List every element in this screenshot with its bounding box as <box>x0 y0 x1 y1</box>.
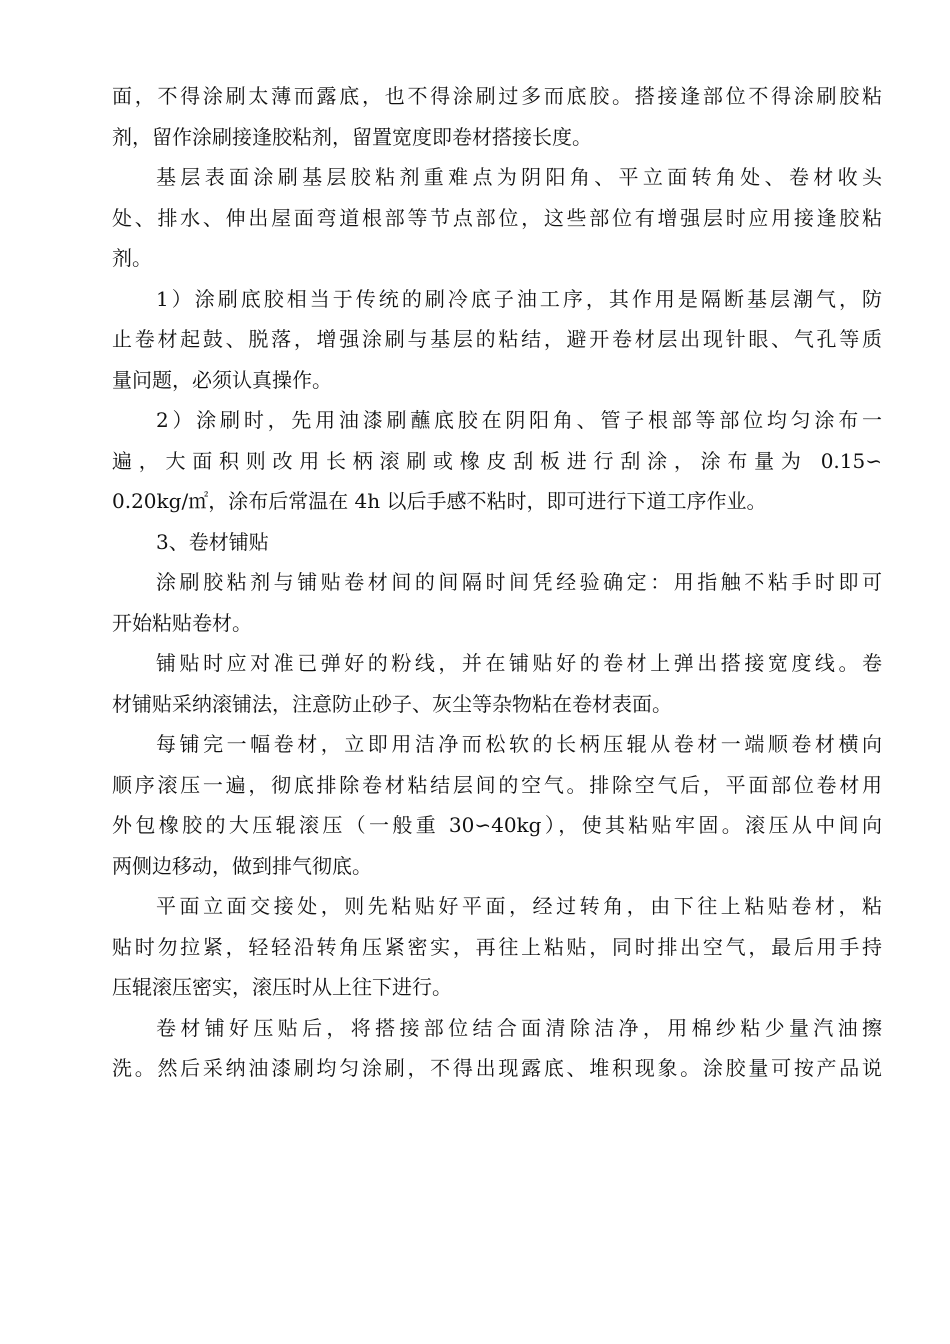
text-line: 压辊滚压密实，滚压时从上往下进行。 <box>112 975 452 999</box>
text-line: 卷材铺好压贴后，将搭接部位结合面清除洁净，用棉纱粘少量汽油擦 <box>156 1015 882 1040</box>
text-line: 每铺完一幅卷材，立即用洁净而松软的长柄压辊从卷材一端顺卷材横向 <box>156 732 882 756</box>
text-line: 外包橡胶的大压辊滚压（一般重 30∽40kg），使其粘贴牢固。滚压从中间向 <box>112 813 882 837</box>
text-line: 平面立面交接处，则先粘贴好平面，经过转角，由下往上粘贴卷材，粘 <box>156 894 882 918</box>
text-line: 量问题，必须认真操作。 <box>112 367 332 392</box>
text-line: 止卷材起鼓、脱落，增强涂刷与基层的粘结，避开卷材层出现针眼、气孔等质 <box>112 327 882 351</box>
text-line: 贴时勿拉紧，轻轻沿转角压紧密实，再往上粘贴，同时排出空气，最后用手持 <box>112 934 882 959</box>
text-line: 剂。 <box>112 246 152 270</box>
paragraph-rolling <box>112 724 882 886</box>
text-line: 顺序滚压一遍，彻底排除卷材粘结层间的空气。排除空气后，平面部位卷材用 <box>112 772 882 797</box>
paragraph-key-points <box>112 157 882 279</box>
text-line: 铺贴时应对准已弹好的粉线，并在铺贴好的卷材上弹出搭接宽度线。卷 <box>156 651 882 675</box>
text-line: 2）涂刷时，先用油漆刷蘸底胶在阴阳角、管子根部等部位均匀涂布一 <box>156 408 882 432</box>
paragraph-interval <box>112 562 882 643</box>
text-line: 0.20kg/㎡，涂布后常温在 4h 以后手感不粘时，即可进行下道工序作业。 <box>112 489 767 513</box>
body-text <box>112 76 882 1089</box>
section-heading <box>112 522 882 563</box>
text-line: 涂刷胶粘剂与铺贴卷材间的间隔时间凭经验确定：用指触不粘手时即可 <box>156 570 882 594</box>
text-line: 1）涂刷底胶相当于传统的刷冷底子油工序，其作用是隔断基层潮气，防 <box>156 286 882 311</box>
paragraph-overlap <box>112 1008 882 1089</box>
text-line: 洗。然后采纳油漆刷均匀涂刷，不得出现露底、堆积现象。涂胶量可按产品说 <box>112 1056 882 1080</box>
text-line: 基层表面涂刷基层胶粘剂重难点为阴阳角、平立面转角处、卷材收头 <box>156 165 882 189</box>
paragraph-corner <box>112 886 882 1008</box>
paragraph-item-1 <box>112 279 882 401</box>
paragraph-alignment <box>112 643 882 724</box>
text-line: 遍，大面积则改用长柄滚刷或橡皮刮板进行刮涂，涂布量为 0.15∽ <box>112 448 882 473</box>
text-line: 面，不得涂刷太薄而露底，也不得涂刷过多而底胶。搭接逢部位不得涂刷胶粘 <box>112 84 882 108</box>
heading-line: 3、卷材铺贴 <box>156 529 269 554</box>
text-line: 两侧边移动，做到排气彻底。 <box>112 853 372 878</box>
text-line: 开始粘贴卷材。 <box>112 610 252 635</box>
text-line: 材铺贴采纳滚铺法，注意防止砂子、灰尘等杂物粘在卷材表面。 <box>112 691 672 716</box>
paragraph-continuation <box>112 76 882 157</box>
paragraph-item-2 <box>112 400 882 522</box>
text-line: 剂，留作涂刷接逢胶粘剂，留置宽度即卷材搭接长度。 <box>112 124 592 149</box>
text-line: 处、排水、伸出屋面弯道根部等节点部位，这些部位有增强层时应用接逢胶粘 <box>112 205 882 230</box>
